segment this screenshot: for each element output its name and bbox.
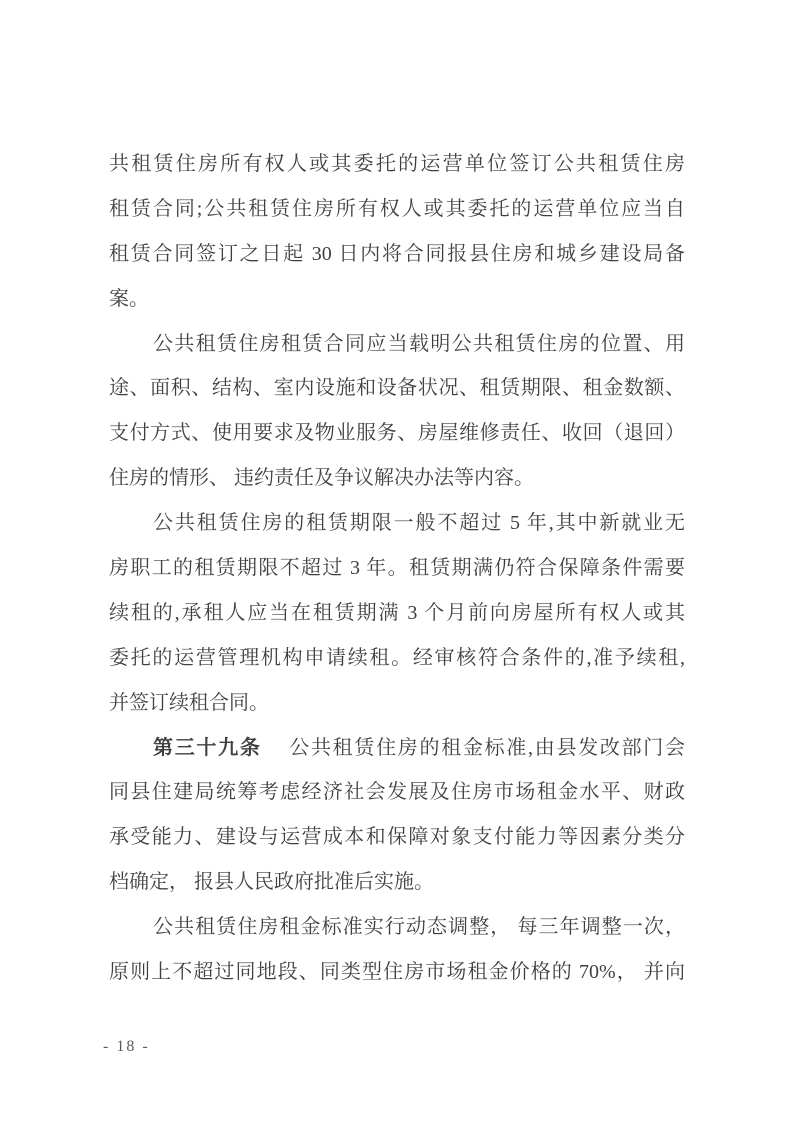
text-line: 住房的情形、 违约责任及争议解决办法等内容。 — [109, 467, 534, 490]
text-line: 档确定， 报县人民政府批准后实施。 — [109, 871, 434, 894]
text-line: 同县住建局统筹考虑经济社会发展及住房市场租金水平、财政 — [109, 781, 685, 804]
text-line: 原则上不超过同地段、同类型住房市场租金价格的 70%， 并向 — [109, 961, 685, 984]
text-line: 案。 — [109, 287, 149, 310]
text-line: 房职工的租赁期限不超过 3 年。租赁期满仍符合保障条件需要 — [109, 557, 685, 580]
text-line: 租赁合同;公共租赁住房所有权人或其委托的运营单位应当自 — [109, 197, 685, 220]
text-line: 承受能力、建设与运营成本和保障对象支付能力等因素分类分 — [109, 826, 685, 849]
text-line: 租赁合同签订之日起 30 日内将合同报县住房和城乡建设局备 — [109, 242, 685, 265]
text-line: 并签订续租合同。 — [109, 691, 269, 714]
article-number: 第三十九条 — [153, 736, 262, 759]
text-line: 公共租赁住房的租赁期限一般不超过 5 年,其中新就业无 — [153, 512, 685, 535]
text-line: 公共租赁住房租赁合同应当载明公共租赁住房的位置、用 — [153, 332, 685, 355]
heading-rest-text: 公共租赁住房的租金标准,由县发改部门会 — [287, 736, 685, 759]
article-39-heading-line — [109, 726, 685, 771]
text-line: 共租赁住房所有权人或其委托的运营单位签订公共租赁住房 — [109, 153, 685, 175]
text-line: 公共租赁住房租金标准实行动态调整， 每三年调整一次， — [153, 916, 685, 939]
text-line: 支付方式、使用要求及物业服务、房屋维修责任、收回（退回） — [109, 422, 685, 445]
text-line: 途、面积、结构、室内设施和设备状况、租赁期限、租金数额、 — [109, 377, 685, 400]
page-number: - 18 - — [103, 1038, 150, 1055]
text-line: 续租的,承租人应当在租赁期满 3 个月前向房屋所有权人或其 — [109, 601, 685, 624]
document-body — [109, 142, 685, 995]
text-line: 委托的运营管理机构申请续租。经审核符合条件的,准予续租, — [109, 646, 685, 669]
